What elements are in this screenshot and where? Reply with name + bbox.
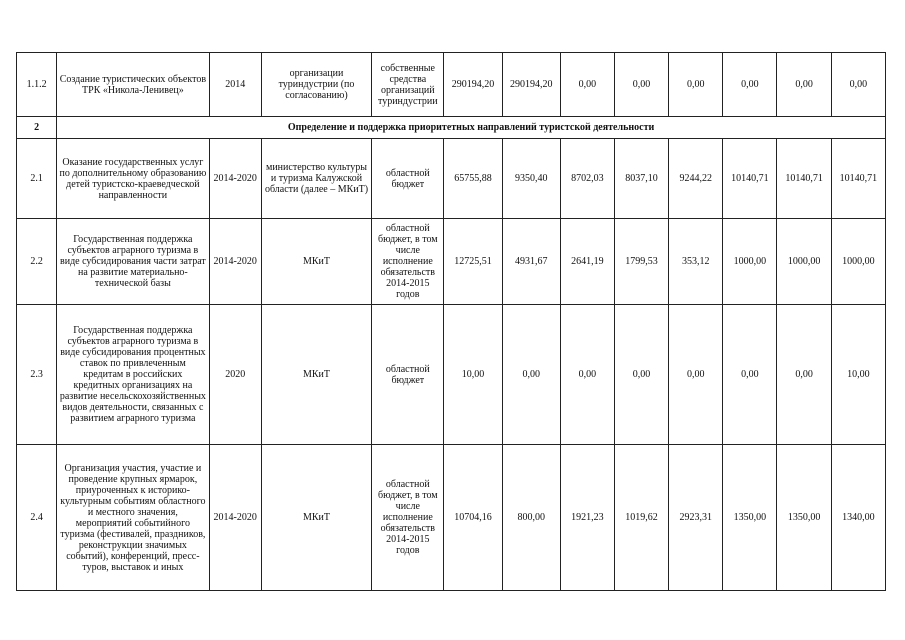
section-row <box>17 117 886 139</box>
item-value-2: 0,00 <box>502 305 560 445</box>
item-value-3: 0,00 <box>560 53 614 117</box>
item-value-8: 10140,71 <box>831 139 885 219</box>
item-number: 2.3 <box>17 305 57 445</box>
item-value-1: 65755,88 <box>444 139 502 219</box>
item-value-6: 10140,71 <box>723 139 777 219</box>
item-executor: организации туриндустрии (по согласованию) <box>261 53 371 117</box>
item-value-3: 2641,19 <box>560 219 614 305</box>
item-description: Организация участия, участие и проведение крупных ярмарок, приуроченных к историко-культурным событиям областного и местного значения, мероприятий событийного туризма (фестивалей, праздников, реконструкции значимых событий), конференций, пресс-туров, выставок и иных <box>57 445 210 591</box>
table-row <box>17 219 886 305</box>
item-value-7: 1350,00 <box>777 445 831 591</box>
item-value-3: 8702,03 <box>560 139 614 219</box>
item-value-6: 0,00 <box>723 53 777 117</box>
item-value-6: 0,00 <box>723 305 777 445</box>
item-value-6: 1350,00 <box>723 445 777 591</box>
item-value-5: 9244,22 <box>669 139 723 219</box>
item-value-8: 10,00 <box>831 305 885 445</box>
item-executor: МКиТ <box>261 219 371 305</box>
item-description: Государственная поддержка субъектов аграрного туризма в виде субсидирования процентных ставок по привлеченным кредитам в российских кредитных организациях на развитие несельскохозяйственных видов деятельности, связанных с развитием аграрного туризма <box>57 305 210 445</box>
item-description: Оказание государственных услуг по дополнительному образованию детей туристско-краеведческой направленности <box>57 139 210 219</box>
item-number: 2.1 <box>17 139 57 219</box>
item-value-1: 10704,16 <box>444 445 502 591</box>
item-value-5: 2923,31 <box>669 445 723 591</box>
item-funding-source: областной бюджет <box>372 305 444 445</box>
item-value-8: 0,00 <box>831 53 885 117</box>
item-value-3: 0,00 <box>560 305 614 445</box>
item-executor: МКиТ <box>261 445 371 591</box>
item-years: 2014-2020 <box>209 139 261 219</box>
program-table <box>16 52 886 591</box>
item-value-1: 12725,51 <box>444 219 502 305</box>
item-value-8: 1340,00 <box>831 445 885 591</box>
item-value-4: 1799,53 <box>614 219 668 305</box>
item-value-7: 1000,00 <box>777 219 831 305</box>
section-number: 2 <box>17 117 57 139</box>
item-value-4: 8037,10 <box>614 139 668 219</box>
item-executor: министерство культуры и туризма Калужской области (далее – МКиТ) <box>261 139 371 219</box>
item-value-1: 10,00 <box>444 305 502 445</box>
item-number: 1.1.2 <box>17 53 57 117</box>
item-value-6: 1000,00 <box>723 219 777 305</box>
section-title: Определение и поддержка приоритетных направлений туристской деятельности <box>57 117 886 139</box>
item-value-5: 0,00 <box>669 305 723 445</box>
table-row <box>17 305 886 445</box>
item-value-2: 800,00 <box>502 445 560 591</box>
item-years: 2014-2020 <box>209 445 261 591</box>
item-value-5: 0,00 <box>669 53 723 117</box>
item-value-2: 290194,20 <box>502 53 560 117</box>
item-description: Создание туристических объектов ТРК «Никола-Ленивец» <box>57 53 210 117</box>
item-value-8: 1000,00 <box>831 219 885 305</box>
item-value-4: 0,00 <box>614 53 668 117</box>
item-description: Государственная поддержка субъектов аграрного туризма в виде субсидирования части затрат на развитие материально-технической базы <box>57 219 210 305</box>
item-value-4: 0,00 <box>614 305 668 445</box>
item-value-1: 290194,20 <box>444 53 502 117</box>
table-row <box>17 53 886 117</box>
item-value-5: 353,12 <box>669 219 723 305</box>
item-value-2: 9350,40 <box>502 139 560 219</box>
item-executor: МКиТ <box>261 305 371 445</box>
item-value-7: 0,00 <box>777 53 831 117</box>
item-funding-source: областной бюджет, в том числе исполнение обязательств 2014-2015 годов <box>372 219 444 305</box>
item-years: 2014-2020 <box>209 219 261 305</box>
item-years: 2020 <box>209 305 261 445</box>
item-value-7: 0,00 <box>777 305 831 445</box>
table-row <box>17 139 886 219</box>
item-funding-source: областной бюджет <box>372 139 444 219</box>
item-years: 2014 <box>209 53 261 117</box>
table-body <box>17 53 886 591</box>
item-number: 2.2 <box>17 219 57 305</box>
item-funding-source: собственные средства организаций туриндустрии <box>372 53 444 117</box>
table-row <box>17 445 886 591</box>
item-number: 2.4 <box>17 445 57 591</box>
item-value-2: 4931,67 <box>502 219 560 305</box>
item-value-7: 10140,71 <box>777 139 831 219</box>
item-value-4: 1019,62 <box>614 445 668 591</box>
item-value-3: 1921,23 <box>560 445 614 591</box>
item-funding-source: областной бюджет, в том числе исполнение обязательств 2014-2015 годов <box>372 445 444 591</box>
